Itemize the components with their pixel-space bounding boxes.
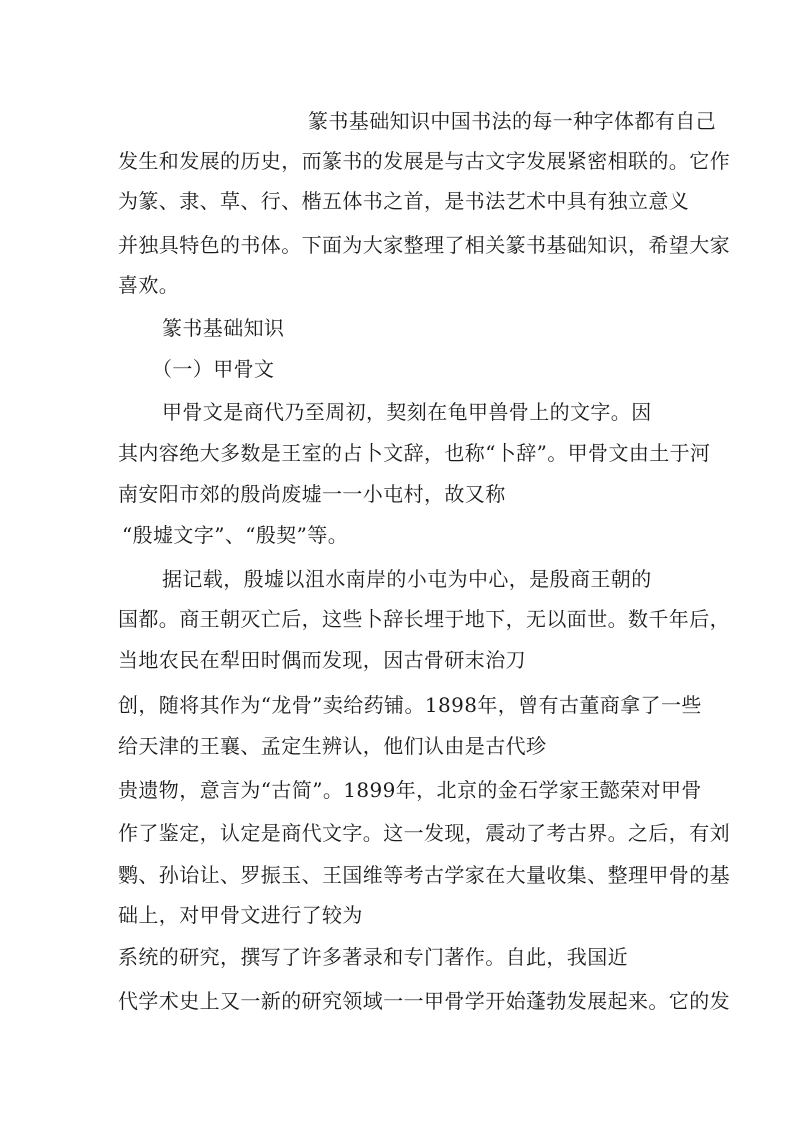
paragraph-line: 贵遗物，意言为“古简”。1899年，北京的金石学家王懿荣对甲骨 (118, 778, 702, 802)
paragraph-line: “殷墟文字”、“殷契”等。 (122, 523, 349, 547)
paragraph-line: 甲骨文是商代乃至周初，契刻在龟甲兽骨上的文字。因 (162, 400, 652, 424)
paragraph-line: 发生和发展的历史，而篆书的发展是与古文字发展紧密相联的。它作 (118, 149, 730, 173)
paragraph-line: 篆书基础知识中国书法的每一种字体都有自己 (308, 109, 716, 133)
paragraph-line: 作了鉴定，认定是商代文字。这一发现，震动了考古界。之后，有刘 (118, 821, 730, 845)
paragraph-line: 创，随将其作为“龙骨”卖给药铺。1898年，曾有古董商拿了一些 (118, 693, 702, 717)
paragraph-line: 南安阳市郊的殷尚废墟一一小屯村，故又称 (118, 482, 506, 506)
paragraph-line: 喜欢。 (118, 273, 180, 297)
paragraph-line: 础上，对甲骨文进行了较为 (118, 903, 363, 927)
paragraph-line: 为篆、隶、草、行、楷五体书之首，是书法艺术中具有独立意义 (118, 189, 690, 213)
paragraph-line: 当地农民在犁田时偶而发现，因古骨研末治刀 (118, 648, 526, 672)
paragraph-line: 并独具特色的书体。下面为大家整理了相关篆书基础知识，希望大家 (118, 233, 730, 257)
paragraph-line: 鹦、孙诒让、罗振玉、王国维等考古学家在大量收集、整理甲骨的基 (118, 863, 730, 887)
paragraph-line: 代学术史上又一新的研究领域一一甲骨学开始蓬勃发展起来。它的发 (118, 989, 730, 1013)
paragraph-line: 据记载，殷墟以沮水南岸的小屯为中心，是殷商王朝的 (162, 567, 652, 591)
paragraph-line: 其内容绝大多数是王室的占卜文辞，也称“卜辞”。甲骨文由土于河 (118, 441, 711, 465)
section-heading: 篆书基础知识 (162, 316, 285, 340)
paragraph-line: 系统的研究，撰写了许多著录和专门著作。自此，我国近 (118, 945, 628, 969)
paragraph-line: 给天津的王襄、孟定生辨认，他们认由是古代珍 (118, 734, 547, 758)
subsection-heading: （一）甲骨文 (152, 357, 275, 381)
paragraph-line: 国都。商王朝灭亡后，这些卜辞长埋于地下，无以面世。数千年后， (118, 607, 730, 631)
